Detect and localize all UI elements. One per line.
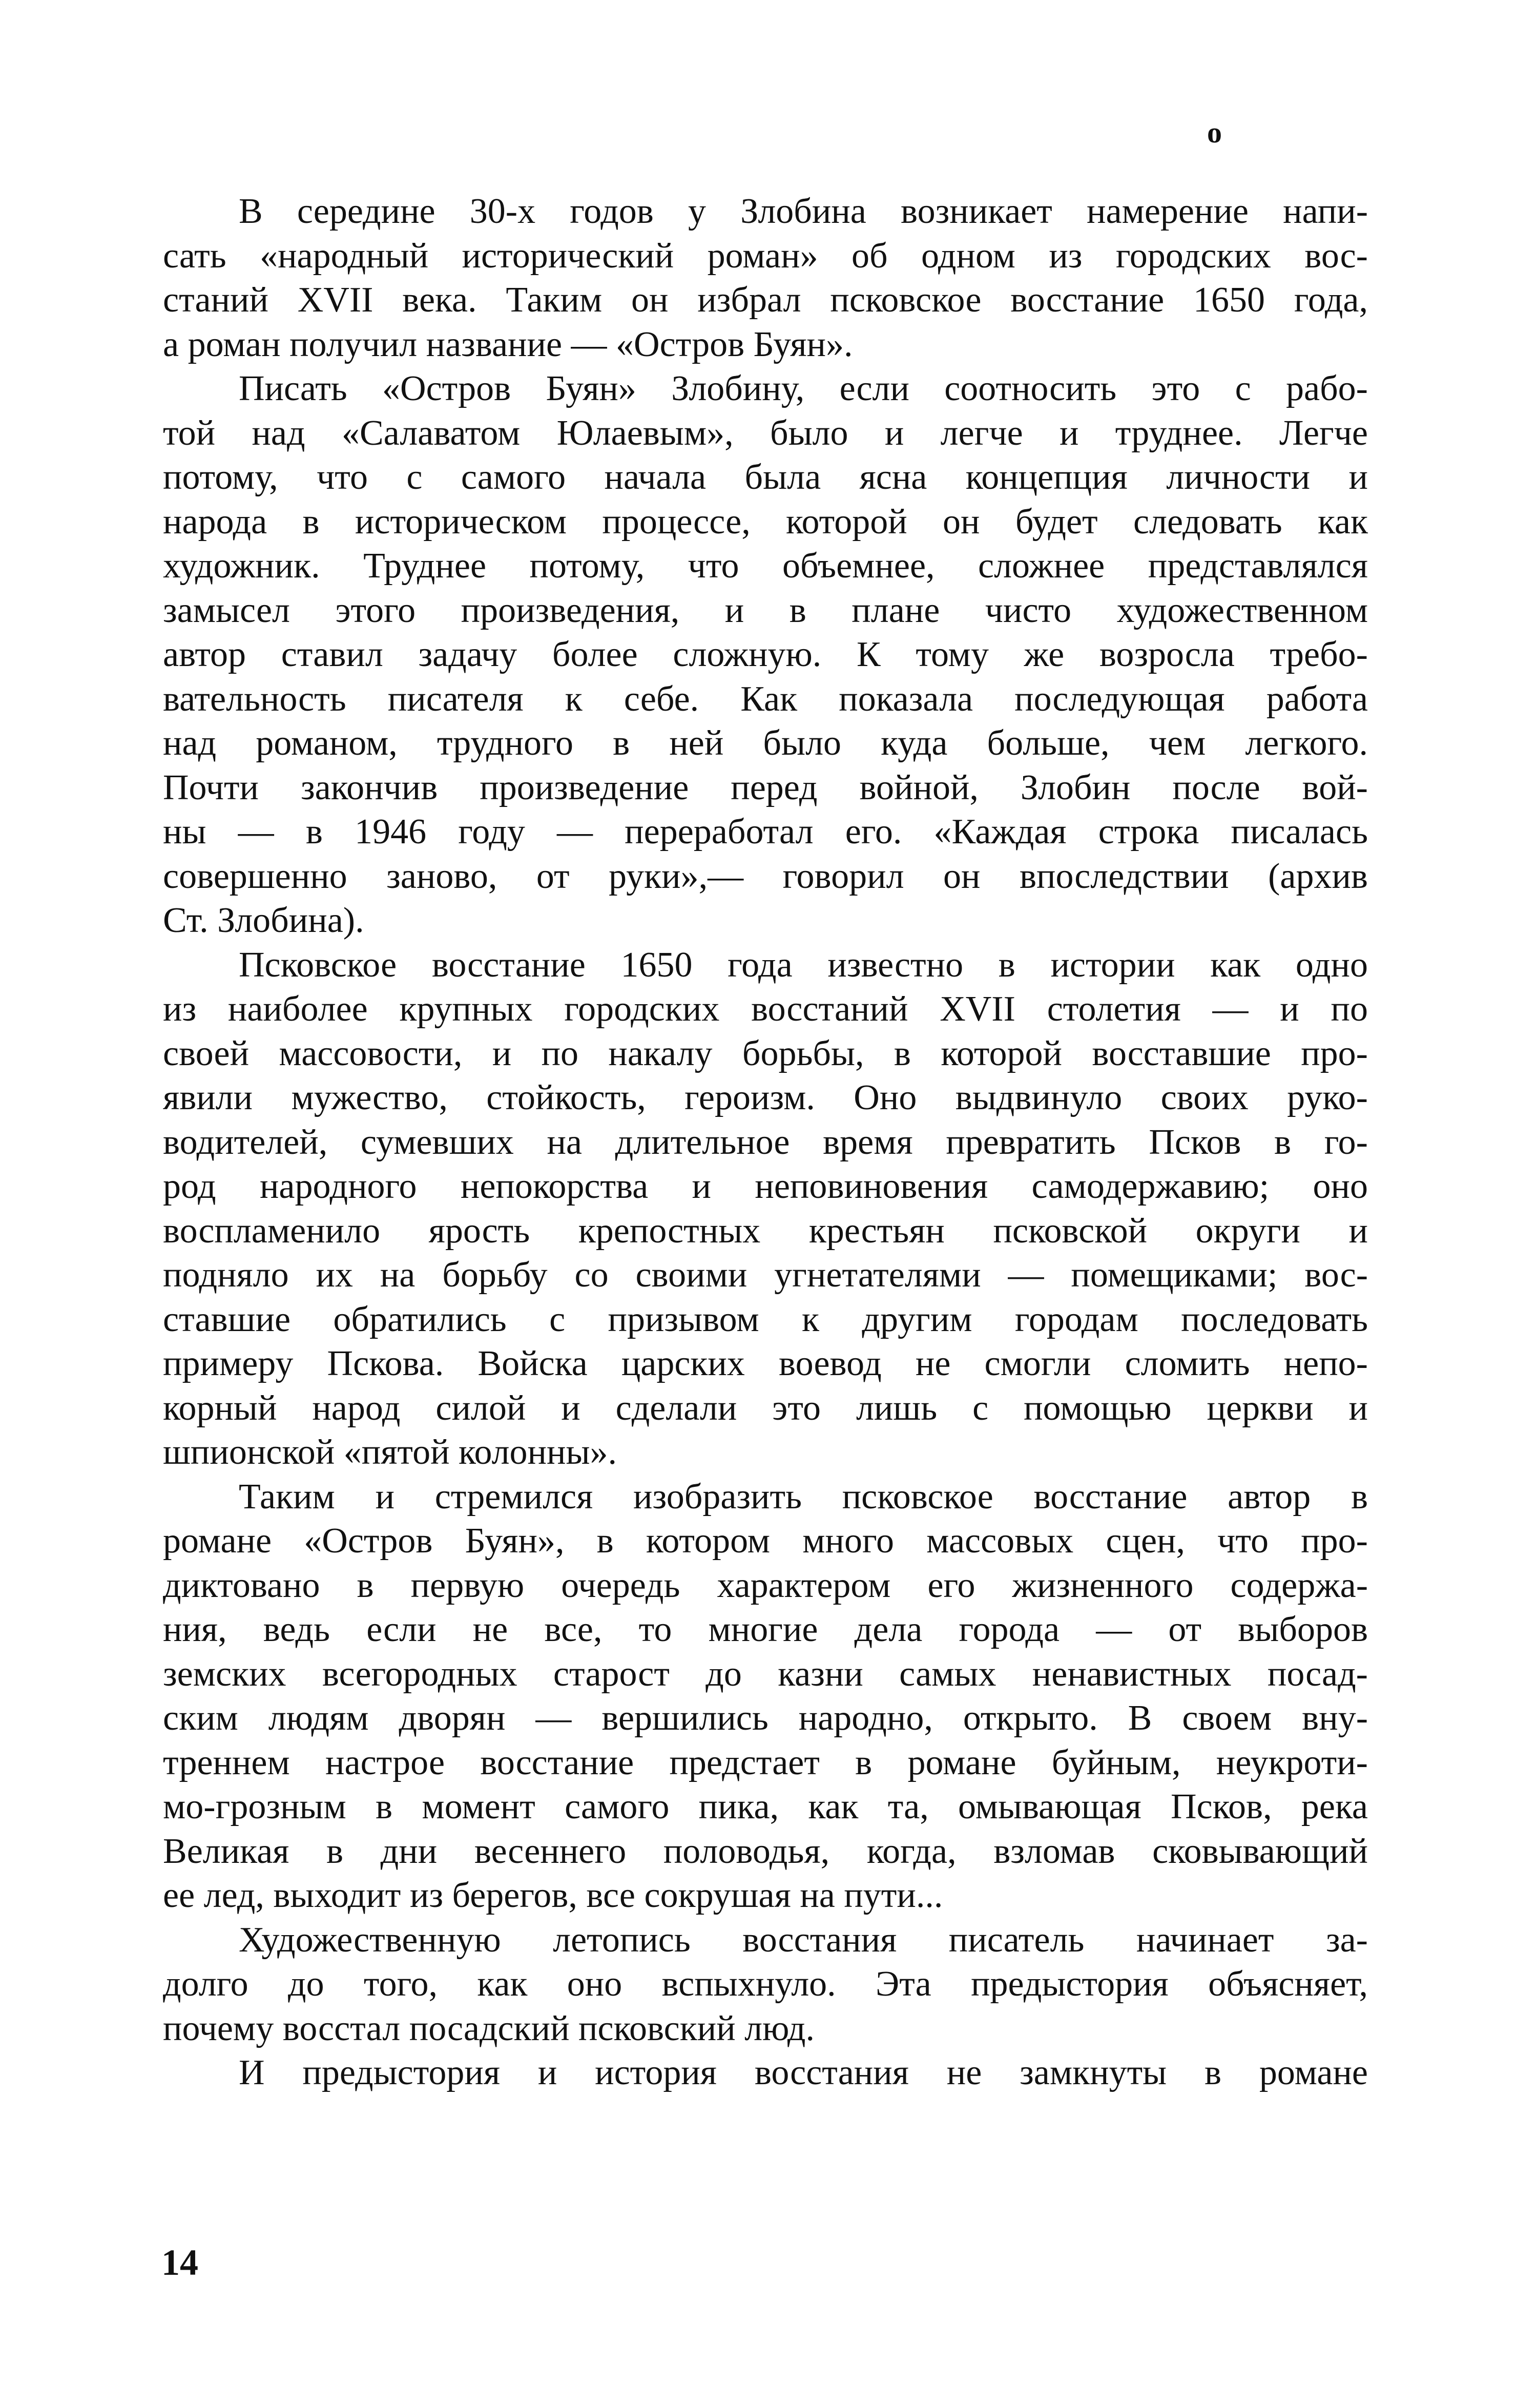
text-line: романе «Остров Буян», в котором много массовых сцен, что про- bbox=[163, 1521, 1368, 1561]
text-line: своей массовости, и по накалу борьбы, в которой восставшие про- bbox=[163, 1033, 1368, 1073]
text-line: из наиболее крупных городских восстаний XVII столетия — и по bbox=[163, 989, 1368, 1029]
body-text bbox=[163, 190, 1368, 2095]
text-line: художник. Труднее потому, что объемнее, сложнее представлялся bbox=[163, 546, 1368, 586]
text-line: водителей, сумевших на длительное время превратить Псков в го- bbox=[163, 1122, 1368, 1162]
text-line: а роман получил название — «Остров Буян». bbox=[163, 324, 853, 364]
text-line: долго до того, как оно вспыхнуло. Эта предыстория объясняет, bbox=[163, 1964, 1368, 2004]
text-line: Великая в дни весеннего половодья, когда, взломав сковывающий bbox=[163, 1831, 1368, 1871]
text-line: сать «народный исторический роман» об одном из городских вос- bbox=[163, 236, 1368, 276]
text-line: род народного непокорства и неповиновения самодержавию; оно bbox=[163, 1167, 1368, 1206]
text-line: шпионской «пятой колонны». bbox=[163, 1433, 617, 1472]
text-line: вательность писателя к себе. Как показала последующая работа bbox=[163, 679, 1368, 719]
paragraph bbox=[163, 1918, 1368, 2051]
text-line: почему восстал посадский псковский люд. bbox=[163, 2008, 815, 2048]
text-line: ны — в 1946 году — переработал его. «Каждая строка писалась bbox=[163, 812, 1368, 852]
text-line: ским людям дворян — вершились народно, открыто. В своем вну- bbox=[163, 1698, 1368, 1738]
top-mark: o bbox=[1207, 116, 1222, 149]
text-line: над романом, трудного в ней было куда больше, чем легкого. bbox=[163, 723, 1368, 763]
paragraph bbox=[163, 190, 1368, 367]
text-line: станий XVII века. Таким он избрал псковское восстание 1650 года, bbox=[163, 280, 1368, 320]
page-number: 14 bbox=[161, 2242, 198, 2283]
text-line: ния, ведь если не все, то многие дела города — от выборов bbox=[163, 1610, 1368, 1649]
text-line: земских всегородных старост до казни самых ненавистных посад- bbox=[163, 1654, 1368, 1694]
text-line: Писать «Остров Буян» Злобину, если соотносить это с рабо- bbox=[239, 369, 1368, 408]
paragraph bbox=[163, 943, 1368, 1475]
text-line: потому, что с самого начала была ясна концепция личности и bbox=[163, 458, 1368, 497]
text-line: автор ставил задачу более сложную. К тому же возросла требо- bbox=[163, 635, 1368, 674]
text-line: воспламенило ярость крепостных крестьян псковской округи и bbox=[163, 1211, 1368, 1251]
text-line: ставшие обратились с призывом к другим городам последовать bbox=[163, 1299, 1368, 1339]
text-line: замысел этого произведения, и в плане чисто художественном bbox=[163, 590, 1368, 630]
text-line: треннем настрое восстание предстает в романе буйным, неукроти- bbox=[163, 1742, 1368, 1782]
text-line: В середине 30-х годов у Злобина возникает намерение напи- bbox=[239, 192, 1368, 231]
paragraph bbox=[163, 2051, 1368, 2095]
text-line: Ст. Злобина). bbox=[163, 901, 364, 940]
text-line: Художественную летопись восстания писатель начинает за- bbox=[239, 1920, 1368, 1960]
text-line: Псковское восстание 1650 года известно в истории как одно bbox=[239, 945, 1368, 985]
text-line: мо-грозным в момент самого пика, как та, омывающая Псков, река bbox=[163, 1787, 1368, 1826]
text-line: подняло их на борьбу со своими угнетателями — помещиками; вос- bbox=[163, 1255, 1368, 1295]
text-line: народа в историческом процессе, которой он будет следовать как bbox=[163, 502, 1368, 542]
text-line: Почти закончив произведение перед войной, Злобин после вой- bbox=[163, 767, 1368, 807]
text-line: ее лед, выходит из берегов, все сокрушая на пути... bbox=[163, 1876, 943, 1915]
text-line: Таким и стремился изобразить псковское восстание автор в bbox=[239, 1477, 1368, 1517]
text-line: корный народ силой и сделали это лишь с помощью церкви и bbox=[163, 1388, 1368, 1428]
text-line: И предыстория и история восстания не замкнуты в романе bbox=[239, 2053, 1368, 2092]
text-line: той над «Салаватом Юлаевым», было и легче и труднее. Легче bbox=[163, 413, 1368, 453]
text-line: диктовано в первую очередь характером его жизненного содержа- bbox=[163, 1565, 1368, 1605]
text-line: примеру Пскова. Войска царских воевод не смогли сломить непо- bbox=[163, 1344, 1368, 1383]
text-line: совершенно заново, от руки»,— говорил он впоследствии (архив bbox=[163, 856, 1368, 896]
paragraph bbox=[163, 367, 1368, 943]
paragraph bbox=[163, 1475, 1368, 1918]
text-line: явили мужество, стойкость, героизм. Оно выдвинуло своих руко- bbox=[163, 1078, 1368, 1117]
